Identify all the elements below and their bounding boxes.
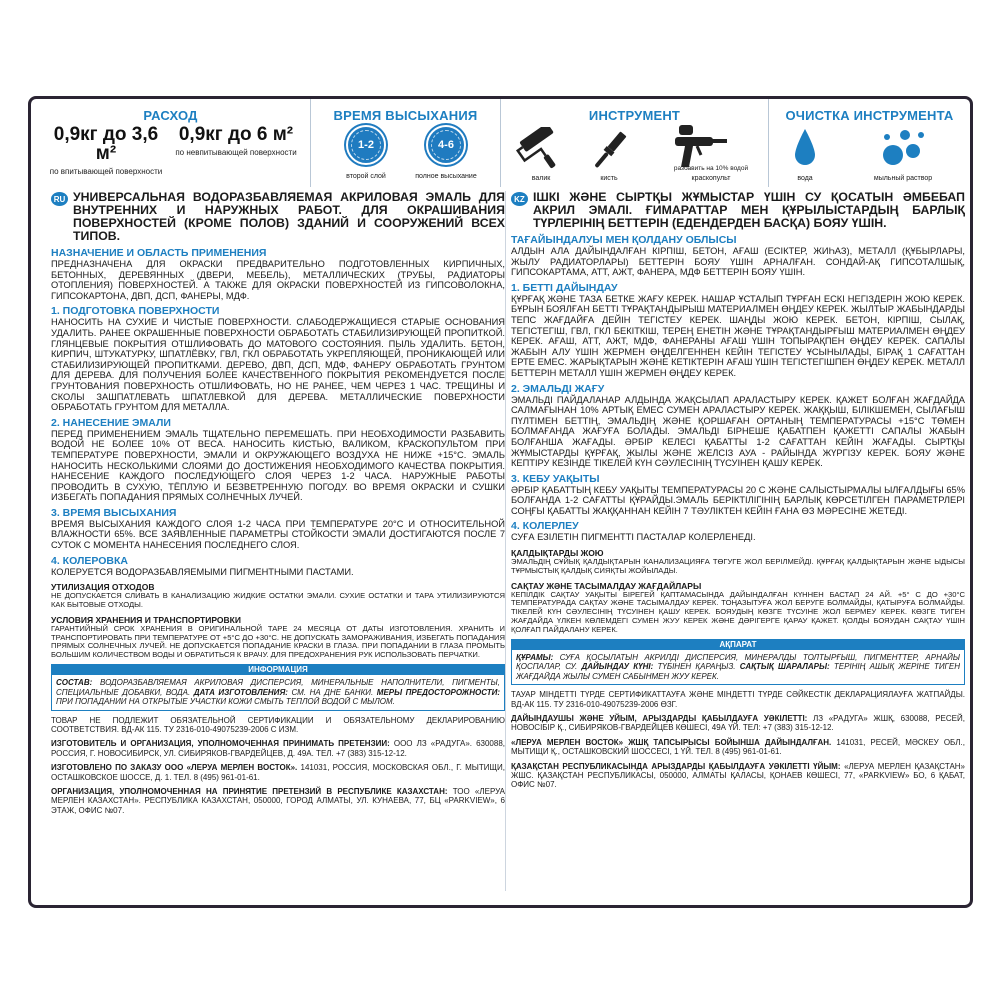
consumption-nonabsorbent-value: 0,9кг до 6 м²	[178, 124, 294, 145]
kz-ordered-by	[511, 738, 965, 757]
spray-gun-icon	[671, 123, 733, 169]
kz-disposal-body: ЭМАЛЬДІҢ СҰЙЫҚ ҚАЛДЫҚТАРЫН КАНАЛИЗАЦИЯҒА ТӨГУГЕ ЖОЛ БЕРІЛМЕЙДІ. ҚҰРҒАҚ ҚАЛДЫҚТАРЫН ЖӘНЕ ЫДЫСЫ ТҰРМЫСТЫҚ ҚАЛДЫҚ СИЯҚТЫ ЖОЙЫЛАДЫ.	[511, 557, 965, 575]
ru-composition-label: СОСТАВ:	[56, 678, 93, 688]
kz-section-body: СУҒА ЕЗІЛЕТІН ПИГМЕНТТІ ПАСТАЛАР КОЛЕРЛЕНЕДІ.	[511, 532, 756, 543]
ru-storage-body: ГАРАНТИЙНЫЙ СРОК ХРАНЕНИЯ В ОРИГИНАЛЬНОЙ ТАРЕ 24 МЕСЯЦА ОТ ДАТЫ ИЗГОТОВЛЕНИЯ. ХРАНИТЬ И ТРАНСПОРТИРОВАТЬ ПРИ ТЕМПЕРАТУРЕ ОТ +5°С ДО +30°С. НЕ ДОПУСКАТЬ ЗАМОРАЖИВАНИЯ, ИЗБЕГАТЬ ПОПАДАНИЯ ПРЯМЫХ СОЛНЕЧНЫХ ЛУЧЕЙ. НЕ ДОПУСКАЕТСЯ ПОПАДАНИЕ КРАСКИ В ГЛАЗА. ПРИ ПОПАДАНИИ В ГЛАЗА ПРОМЫТЬ БОЛЬШИМ КОЛИЧЕСТВОМ ВОДЫ И ОБРАТИТЬСЯ К ВРАЧУ. ДЛЯ ПРЕДОХРАНЕНИЯ РУК ИСПОЛЬЗОВАТЬ ПЕРЧАТКИ.	[51, 623, 505, 660]
kz-column	[511, 191, 965, 790]
ru-ordered-by-address: 141031, РОССИЯ, МОСКОВСКАЯ ОБЛ., Г. МЫТИЩИ, ОСТАШКОВСКОЕ ШОССЕ, Д. 1. ТЕЛ. 8 (495) 961-01-61.	[51, 763, 505, 782]
consumption-absorbent	[41, 125, 171, 176]
ru-section-title: 1. ПОДГОТОВКА ПОВЕРХНОСТИ	[51, 305, 220, 318]
ru-kz-claims	[51, 787, 505, 815]
kz-section-title: 2. ЭМАЛЬДІ ЖАҒУ	[511, 382, 605, 395]
clock-second-coat-value: 1-2	[358, 139, 374, 151]
ru-info-body	[52, 675, 504, 710]
ru-section-body: ВРЕМЯ ВЫСЫХАНИЯ КАЖДОГО СЛОЯ 1-2 ЧАСА ПРИ ТЕМПЕРАТУРЕ 20°С И ОТНОСИТЕЛЬНОЙ ВЛАЖНОСТИ 65%. ВСЕ ЗАЯВЛЕННЫЕ ПАРАМЕТРЫ СТОЙКОСТИ ЭМАЛИ ДОСТИГАЮТСЯ ПОСЛЕ 7 СУТОК С МОМЕНТА НАНЕСЕНИЯ ПОСЛЕДНЕГО СЛОЯ.	[51, 518, 505, 551]
kz-storage-title: САҚТАУ ЖӘНЕ ТАСЫМАЛДАУ ЖАҒДАЙЛАРЫ	[511, 580, 702, 591]
roller-caption: валик	[531, 175, 551, 182]
kz-info-body	[512, 650, 964, 685]
drying-time-title: ВРЕМЯ ВЫСЫХАНИЯ	[333, 108, 478, 123]
ru-headline	[51, 191, 505, 243]
consumption-nonabsorbent-label: по невпитывающей поверхности	[175, 148, 297, 157]
kz-date-label: ДАЙЫНДАУ КҮНІ:	[581, 662, 654, 672]
kz-ordered-by-label: «ЛЕРУА МЕРЛЕН ВОСТОК» ЖШҚ ТАПСЫРЫСЫ БОЙЫНША ДАЙЫНДАЛҒАН.	[511, 737, 832, 747]
ru-date: СМ. НА ДНЕ БАНКИ.	[291, 687, 374, 697]
kz-composition-label: ҚҰРАМЫ:	[516, 652, 554, 662]
kz-section-title: 4. КОЛЕРЛЕУ	[511, 520, 579, 533]
kz-safety-label: САҚТЫҚ ШАРАЛАРЫ:	[739, 662, 830, 672]
ru-section-body: ПРЕДНАЗНАЧЕНА ДЛЯ ОКРАСКИ ПРЕДВАРИТЕЛЬНО ПОДГОТОВЛЕННЫХ КИРПИЧНЫХ, БЕТОННЫХ, ДЕРЕВЯННЫХ (ДВЕРИ, МЕБЕЛЬ), МЕТАЛЛИЧЕСКИХ (ТРУБЫ, РАДИАТОРЫ ОТОПЛЕНИЯ) ПОВЕРХНОСТЕЙ. А ТАКЖЕ ДЛЯ ОКРАСКИ ПОВЕРХНОСТЕЙ ИЗ ГИПСОВОЛОКНА, ГИПСОКАРТОНА, ДВП, ДСП, ФАНЕРЫ, МДФ.	[51, 259, 505, 301]
ru-storage-title: УСЛОВИЯ ХРАНЕНИЯ И ТРАНСПОРТИРОВКИ	[51, 614, 241, 625]
consumption-nonabsorbent	[171, 125, 301, 157]
ru-section-title: НАЗНАЧЕНИЕ И ОБЛАСТЬ ПРИМЕНЕНИЯ	[51, 247, 267, 259]
clock-full-dry-value: 4-6	[438, 139, 454, 151]
kz-section-body: ӘРБІР ҚАБАТТЫҢ КЕБУ УАҚЫТЫ ТЕМПЕРАТУРАСЫ 20 С ЖӘНЕ САЛЫСТЫРМАЛЫ ЫЛҒАЛДЫҒЫ 65% БОЛҒАНДА 1-2 САҒАТТЫ ҚҰРАЙДЫ.ЭМАЛЬ БЕРІКТІЛІГІНІҢ БАРЛЫҚ КӨРСЕТІЛГЕН ПАРАМЕТРЛЕРІ СОҢҒЫ ҚАБАТТЫ ЖАҚҚАННАН КЕЙІН 7 ТӘУЛІКТЕН КЕЙІН ҒАНА ӨЗ МӘРЕСІНЕ ЖЕТЕДІ.	[511, 484, 965, 516]
consumption-absorbent-label: по впитывающей поверхности	[49, 167, 163, 176]
kz-claims-address: «ЛЕРУА МЕРЛЕН ҚАЗАҚСТАН» ЖШС. ҚАЗАҚСТАН РЕСПУБЛИКАСЫ, 050000, АЛМАТЫ ҚАЛАСЫ, ҚОНАЕВ КӨШЕСІ, 77, «PARKVIEW» БО, 6 ҚАБАТ, ОФИС №07.	[511, 761, 965, 790]
kz-certification-note: ТАУАР МІНДЕТТІ ТҮРДЕ СЕРТИФИКАТТАУҒА ЖӘНЕ МІНДЕТТІ ТҮРДЕ СӘЙКЕСТІК ДЕКЛАРАЦИЯЛАУҒА ЖАТПАЙДЫ. ВД-АК 115. ТУ 2316-010-49075239-2006 ӨЗГ.	[511, 690, 965, 709]
clock-icon	[426, 125, 466, 165]
ru-section-body: НАНОСИТЬ НА СУХИЕ И ЧИСТЫЕ ПОВЕРХНОСТИ. СЛАБОДЕРЖАЩИЕСЯ СТАРЫЕ ОСНОВАНИЯ УДАЛИТЬ. РАНЕЕ ОКРАШЕННЫЕ ПОВЕРХНОСТИ ОБРАБОТАТЬ СТАБИЛИЗИРУЮЩЕЙ ПРОПИТКОЙ. ГЛЯНЦЕВЫЕ ПОКРЫТИЯ ОТШЛИФОВАТЬ ДО МАТОВОГО СОСТОЯНИЯ. ПЫЛЬ УДАЛИТЬ. БЕТОН, КИРПИЧ, ШТУКАТУРКУ, ШПАТЛЁВКУ, ГВЛ, ГКЛ ОБРАБОТАТЬ УКРЕПЛЯЮЩЕЙ, ПРОНИКАЮЩЕЙ ИЛИ СТАБИЛИЗИРУЮЩЕЙ ПРОПИТКАМИ. ДЕРЕВО, ДВП, ДСП, МДФ, ФАНЕРУ ОБРАБОТАТЬ ГРУНТОМ ДЛЯ ДЕРЕВА. ДЛЯ ПОЛУЧЕНИЯ БОЛЕЕ КАЧЕСТВЕННОГО ПОКРЫТИЯ РЕКОМЕНДУЕТСЯ ПОСЛЕ ГРУНТОВАНИЯ ПОВЕРХНОСТЬ ОТШЛИФОВАТЬ, НО НЕ РАНЕЕ, ЧЕМ ЧЕРЕЗ 1 ЧАС. ТРЕЩИНЫ И СКОЛЫ ЗАШПАТЛЕВАТЬ ШПАТЛЕВКОЙ ДЛЯ ДЕРЕВА. МЕТАЛЛИЧЕСКИЕ ПОВЕРХНОСТИ ОБРАБОТАТЬ ГРУНТОМ ДЛЯ МЕТАЛЛА.	[51, 317, 505, 413]
ru-composition: ВОДОРАЗБАВЛЯЕМАЯ АКРИЛОВАЯ ДИСПЕРСИЯ, МИНЕРАЛЬНЫЕ НАПОЛНИТЕЛИ, ПИГМЕНТЫ, СПЕЦИАЛЬНЫЕ ДОБАВКИ, ВОДА.	[56, 678, 500, 697]
product-label	[28, 96, 973, 908]
ru-info-box	[51, 664, 505, 711]
kz-ordered-by-address: 141031, РЕСЕЙ, МӘСКЕУ ОБЛ., МЫТИЩИ Қ., ОСТАШКОВСКИЙ ШОССЕСІ, 1 ҮЙ. ТЕЛ. 8 (495) 961-01-61.	[511, 737, 965, 757]
kz-composition: СУҒА ҚОСЫЛАТЫН АКРИЛДІ ДИСПЕРСИЯ, МИНЕРАЛДЫ ТОЛТЫРҒЫШ, ПИГМЕНТТЕР, АРНАЙЫ ҚОСПАЛАР, СУ.	[516, 652, 960, 672]
kz-headline	[511, 191, 965, 230]
kz-manufacturer-address: ЛЗ «РАДУГА» ЖШҚ, 630088, РЕСЕЙ, НОВОСІБІР Қ., СИБИРЯКОВ-ГВАРДЕЙЦЕВ КӨШЕСІ, 49А ҮЙ. ТЕЛ: +7 (383) 315-12-12.	[511, 713, 965, 733]
ru-info-heading: ИНФОРМАЦИЯ	[52, 665, 504, 675]
tools-title: ИНСТРУМЕНТ	[588, 108, 681, 123]
ru-manufacturer-label: ИЗГОТОВИТЕЛЬ И ОРГАНИЗАЦИЯ, УПОЛНОМОЧЕННАЯ ПРИНИМАТЬ ПРЕТЕНЗИИ:	[51, 739, 390, 749]
kz-info-heading: АҚПАРАТ	[512, 640, 964, 650]
spray-dilution-note: разбавить на 10% водой	[673, 165, 749, 172]
kz-headline-text: ІШКІ ЖӘНЕ СЫРТҚЫ ЖҰМЫСТАР ҮШІН СУ ҚОСАТЫН ӘМБЕБАП АКРИЛ ЭМАЛІ. ҒИМАРАТТАР МЕН ҚҰРЫЛЫСТАРДЫҢ БАРЛЫҚ ТҮРЛЕРІНІҢ БЕТТЕРІН (ЕДЕНДЕРДЕН БАСҚА) БОЯУ ҮШІН.	[533, 190, 965, 230]
kz-section-title: 1. БЕТТІ ДАЙЫНДАУ	[511, 281, 618, 294]
kz-manufacturer-label: ДАЙЫНДАУШЫ ЖӘНЕ УЙЫМ, АРЫЗДАРДЫ ҚАБЫЛДАУҒА УӘКІЛЕТТІ:	[511, 713, 808, 723]
ru-manufacturer-address: ООО ЛЗ «РАДУГА». 630088, РОССИЯ, Г. НОВОСИБИРСК, УЛ. СИБИРЯКОВ-ГВАРДЕЙЦЕВ, Д. 49А. ТЕЛ. +7 (383) 315-12-12.	[51, 739, 505, 758]
ru-disposal-body: НЕ ДОПУСКАЕТСЯ СЛИВАТЬ В КАНАЛИЗАЦИЮ ЖИДКИЕ ОСТАТКИ ЭМАЛИ. СУХИЕ ОСТАТКИ И ТАРА УТИЛИЗИРУЮТСЯ КАК БЫТОВЫЕ ОТХОДЫ.	[51, 591, 505, 610]
kz-date: ТҮБІНЕН ҚАРАҢЫЗ.	[657, 662, 736, 672]
ru-ordered-by-label: ИЗГОТОВЛЕНО ПО ЗАКАЗУ ООО «ЛЕРУА МЕРЛЕН ВОСТОК».	[51, 763, 298, 773]
consumption-title: РАСХОД	[143, 108, 198, 123]
ru-safety: ПРИ ПОПАДАНИИ НА ОТКРЫТЫЕ УЧАСТКИ КОЖИ СМЫТЬ ТЕПЛОЙ ВОДОЙ С МЫЛОМ.	[56, 697, 395, 707]
ru-section-title: 2. НАНЕСЕНИЕ ЭМАЛИ	[51, 416, 171, 429]
kz-section-body: АЛДЫН АЛА ДАЙЫНДАЛҒАН КІРПІШ, БЕТОН, АҒАШ (ЕСІКТЕР, ЖИҺАЗ), МЕТАЛЛ (ҚҰБЫРЛАРЫ, ЖЫЛУ РАДИАТОРЛАРЫ) БЕТТЕРІН БОЯУ ҮШІН АРНАЛҒАН. СОНДАЙ-АҚ ГИПСОТАЛШЫҚ, ГИПСОКАРТАМА, АТТ, АЖТ, ФАНЕРА, МДФ БЕТТЕРІН БОЯУ ҮШІН.	[511, 246, 965, 278]
roller-icon	[513, 127, 569, 171]
icon-strip	[31, 99, 970, 187]
ru-headline-text: УНИВЕРСАЛЬНАЯ ВОДОРАЗБАВЛЯЕМАЯ АКРИЛОВАЯ ЭМАЛЬ ДЛЯ ВНУТРЕННИХ И НАРУЖНЫХ РАБОТ. ДЛЯ ОКРАШИВАНИЯ ПОВЕРХНОСТЕЙ (КРОМЕ ПОЛОВ) ЗДАНИЙ И СООРУЖЕНИЙ ВСЕХ ТИПОВ.	[73, 190, 505, 243]
second-coat-caption: второй слой	[346, 173, 386, 180]
kz-manufacturer	[511, 714, 965, 733]
kz-section-body: ҚҰРҒАҚ ЖӘНЕ ТАЗА БЕТКЕ ЖАҒУ КЕРЕК. НАШАР ҰСТАЛЫП ТҰРҒАН ЕСКІ НЕГІЗДЕРІН ЖОЮ КЕРЕК. БҰРЫН БОЯЛҒАН БЕТТІ ТҰРАҚТАНДЫРЫШ МАТЕРИАЛМЕН ӨҢДЕУ КЕРЕК. ЖЫЛТЫР ЖАБЫНДАРДЫ ТЕПС ЖАҒДАЙҒА ДЕЙІН ТЕГІСТЕУ КЕРЕК. ШАҢДЫ ЖОЮ КЕРЕК. БЕТОН, КІРПІШ, СЫЛАҚ, ТЕГІСТЕГІШ, ГВЛ, ГКЛ БЕКІТКІШ, ТЕРЕҢ ЕНЕТІН ЖӘНЕ ТҰРАҚТАНДЫРҒЫШ МАТЕРИАЛМЕН ӨҢДЕУ КЕРЕК. АҒАШ, АТТ, АЖТ, МДФ, ФАНЕРАНЫ АҒАШ ҮШІН ТОПЫРАҚПЕН ӨҢДЕУ КЕРЕК. САПАЛЫ ЖАБЫН АЛУ ҮШІН ЖЕРМЕН ӨҢДЕЛГЕННЕН КЕЙІН ТЕГІСТЕУ ҰСЫНЫЛАДЫ, БІРАҚ 1 САҒАТТАН ЕРТЕ ЕМЕС. ЖАРЫҚТАРЫН ЖӘНЕ КЕТІКТЕРІН АҒАШ ҮШІН ТЕГІСТЕГІШПЕН ӨҢДЕУ КЕРЕК. МЕТАЛЛ БЕТТЕРІН МЕТАЛЛ ҮШІН ЖЕРМЕН ӨҢДЕУ КЕРЕК.	[511, 293, 965, 378]
ru-section-body: КОЛЕРУЕТСЯ ВОДОРАЗБАВЛЯЕМЫМИ ПИГМЕНТНЫМИ ПАСТАМИ.	[51, 566, 354, 577]
kz-section-body: ЭМАЛЬДІ ПАЙДАЛАНАР АЛДЫНДА ЖАҚСЫЛАП АРАЛАСТЫРУ КЕРЕК. ҚАЖЕТ БОЛҒАН ЖАҒДАЙДА САЛМАҒЫНАН 10% АРТЫҚ ЕМЕС СУМЕН АРАЛАСТЫРУ КЕРЕК. ЖАҚҚЫШ, БІЛІКШЕМЕН, СЫЛАҒЫШ ПҮЛТІМЕН БЕТТІҢ, ЭМАЛЬДІҢ ЖӘНЕ ҚОРШАҒАН ОРТАНЫҢ ТЕМПЕРАТУРАСЫ +15°С ТӨМЕН БОЛМАҒАНДА ЖАҒУҒА БОЛАДЫ. ЭМАЛЬДІ БІРНЕШЕ ҚАБАТПЕН ҚАЖЕТТІ САПАЛЫ ЖАБЫН БОЛҒАНША ЖАҒАДЫ. ӘРБІР КЕЛЕСІ ҚАБАТТЫ 1-2 САҒАТТАН КЕЙІН ЖАҒАДЫ. СЫРТҚЫ ЖҰМЫСТАРДЫ ҚҰРҒАҚ, ЖЫЛЫ ЖӘНЕ ЖЕЛСІЗ АУА - РАЙЫНДА ЖҮРГІЗУ КЕРЕК. БОЯУ ЖӘНЕ КЕПТІРУ КЕЗІНДЕ ТІКЕЛЕЙ КҮН СӘУЛЕСІНІҢ ТҮСУІНЕН ҚАШУ КЕРЕК.	[511, 394, 965, 469]
soap-caption: мыльный раствор	[873, 175, 933, 182]
drying-time-panel	[311, 99, 501, 187]
consumption-absorbent-value: 0,9кг до 3,6 м²	[53, 124, 159, 164]
ru-column	[51, 191, 505, 815]
kz-info-box	[511, 639, 965, 686]
column-divider	[505, 191, 506, 891]
soap-bubbles-icon	[879, 125, 929, 167]
ru-disposal-title: УТИЛИЗАЦИЯ ОТХОДОВ	[51, 582, 155, 593]
ru-kz-claims-label: ОРГАНИЗАЦИЯ, УПОЛНОМОЧЕННАЯ НА ПРИНЯТИЕ ПРЕТЕНЗИЙ В РЕСПУБЛИКЕ КАЗАХСТАН:	[51, 786, 448, 796]
kz-section-title: ТАҒАЙЫНДАЛУЫ МЕН ҚОЛДАНУ ОБЛЫСЫ	[511, 234, 737, 246]
kz-storage-body: КЕПІЛДІК САҚТАУ УАҚЫТЫ БІРЕГЕЙ ҚАПТАМАСЫНДА ДАЙЫНДАЛҒАН КҮННЕН БАСТАП 24 АЙ. +5° С ДО +30°С ТЕМПЕРАТУРАДА САҚТАУ ЖӘНЕ ТАСЫМАЛДАУ КЕРЕК. ТОҢАЗЫТУҒА ЖОЛ БЕРУГЕ БОЛМАЙДЫ, ҚАТЫРУҒА БОЛМАЙДЫ. ТІКЕЛЕЙ КҮН СӘУЛЕСІНІҢ ТҮСУІНЕН ҚАШУ КЕРЕК. БОЯУДЫҢ КӨЗГЕ ТҮСУІНЕ ЖОЛ БЕРМЕУ КЕРЕК. КӨЗГЕ ТИГЕН ЖАҒДАЙДА ҮЛКЕН КӨЛЕМДЕГІ СУМЕН ЖУУ КЕРЕК ЖӘНЕ ДӘРІГЕРГЕ ҚАРАУ ҚАЖЕТ. ҚОЛДЫ БОЯУДАН САҚТАУ ҮШІН ҚОЛҒАП ПАЙДАЛАНУ КЕРЕК.	[511, 589, 965, 634]
ru-section-title: 4. КОЛЕРОВКА	[51, 554, 128, 567]
ru-ordered-by	[51, 763, 505, 782]
ru-kz-claims-address: ТОО «ЛЕРУА МЕРЛЕН КАЗАХСТАН». РЕСПУБЛИКА КАЗАХСТАН, 050000, ГОРОД АЛМАТЫ, УЛ. КУНАЕВА, 77, БЦ «PARKVIEW», 6 ЭТАЖ, ОФИС №07.	[51, 786, 505, 815]
spray-gun-caption: краскопульт	[691, 175, 731, 182]
kz-lang-badge: KZ	[511, 192, 528, 206]
clock-icon	[346, 125, 386, 165]
ru-lang-badge: RU	[51, 192, 68, 206]
kz-claims-label: ҚАЗАҚСТАН РЕСПУБЛИКАСЫНДА АРЫЗДАРДЫ ҚАБЫЛДАУҒА УӘКІЛЕТТІ ҮЙЫМ:	[511, 761, 841, 771]
ru-section-title: 3. ВРЕМЯ ВЫСЫХАНИЯ	[51, 506, 177, 519]
kz-disposal-title: ҚАЛДЫҚТАРДЫ ЖОЮ	[511, 548, 604, 559]
water-drop-icon	[793, 127, 817, 167]
ru-certification-note: ТОВАР НЕ ПОДЛЕЖИТ ОБЯЗАТЕЛЬНОЙ СЕРТИФИКАЦИИ И ОБЯЗАТЕЛЬНОМУ ДЕКЛАРИРОВАНИЮ СООТВЕТСТВИЯ. ВД-АК 115. ТУ 2316-010-49075239-2006 С ИЗМ.	[51, 715, 505, 734]
ru-safety-label: МЕРЫ ПРЕДОСТОРОЖНОСТИ:	[376, 687, 501, 697]
tools-panel	[501, 99, 769, 187]
tool-cleaning-panel	[769, 99, 970, 187]
ru-date-label: ДАТА ИЗГОТОВЛЕНИЯ:	[193, 687, 288, 697]
brush-icon	[586, 127, 634, 173]
consumption-panel	[31, 99, 311, 187]
full-dry-caption: полное высыхание	[415, 173, 477, 180]
ru-manufacturer	[51, 739, 505, 758]
tool-cleaning-title: ОЧИСТКА ИНСТРУМЕНТА	[785, 108, 954, 123]
ru-section-body: ПЕРЕД ПРИМЕНЕНИЕМ ЭМАЛЬ ТЩАТЕЛЬНО ПЕРЕМЕШАТЬ. ПРИ НЕОБХОДИМОСТИ РАЗБАВИТЬ ВОДОЙ НЕ БОЛЕЕ 10% ОТ ВЕСА. НАНОСИТЬ КИСТЬЮ, ВАЛИКОМ, КРАСКОПУЛЬТОМ ПРИ ТЕМПЕРАТУРЕ ПОВЕРХНОСТИ, ЭМАЛИ И ОКРУЖАЮЩЕГО ВОЗДУХА НЕ НИЖЕ +15°С. ЭМАЛЬ НАНОСИТЬ НЕСКОЛЬКИМИ СЛОЯМИ ДО ДОСТИЖЕНИЯ НЕОБХОДИМОГО КАЧЕСТВА ПОКРЫТИЯ. НАНЕСЕНИЕ КАЖДОГО ПОСЛЕДУЮЩЕГО СЛОЯ ЧЕРЕЗ 1-2 ЧАСА. НАРУЖНЫЕ РАБОТЫ ПРОВОДИТЬ В СУХУЮ, ТЁПЛУЮ И БЕЗВЕТРЕННУЮ ПОГОДУ. ВО ВРЕМЯ ОКРАСКИ И СУШКИ ИЗБЕГАТЬ ПОПАДАНИЯ ПРЯМЫХ СОЛНЕЧНЫХ ЛУЧЕЙ.	[51, 428, 505, 503]
kz-claims	[511, 762, 965, 790]
kz-safety: ТЕРІНІҢ АШЫҚ ЖЕРІНЕ ТИГЕН ЖАҒДАЙДА ЖЫЛЫ СУМЕН САБЫНМЕН ЖУУ КЕРЕК.	[516, 662, 961, 681]
kz-section-title: 3. КЕБУ УАҚЫТЫ	[511, 472, 600, 485]
water-caption: вода	[797, 175, 813, 182]
brush-caption: кисть	[600, 175, 618, 182]
